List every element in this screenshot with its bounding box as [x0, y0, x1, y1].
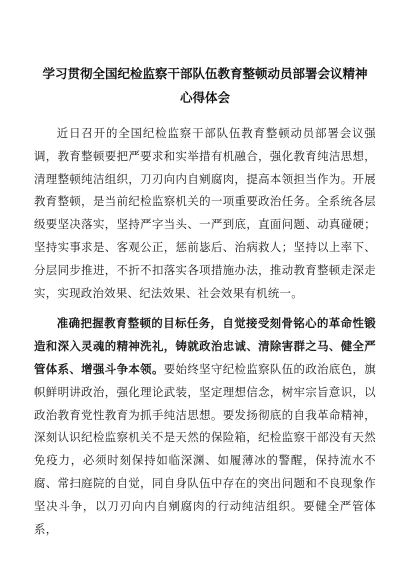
document-title — [34, 62, 376, 110]
paragraph-1: 近日召开的全国纪检监察干部队伍教育整顿动员部署会议强调，教育整顿要把严要求和实举措有机融合，强化教育纯洁思想，清理整顿纯洁组织，刀刃向内自剜腐肉，提高本领担当作为。开展教育整顿，是当前纪检监察机关的一项重要政治任务。全系统各层级要坚决落实，坚持严字当头、一严到底，直面问题、动真碰硬；坚持实事求是、客观公正，惩前毖后、治病救人；坚持以上率下、分层同步推进，不折不扣落实各项措施办法，推动教育整顿走深走实，实现政治效果、纪法效果、社会效果有机统一。 — [34, 126, 376, 300]
paragraph-2-body: 要始终坚守纪检监察队伍的政治底色，旗帜鲜明讲政治，强化理论武装，坚定理想信念，树牢宗旨意识，以政治教育党性教育为抓手纯洁思想。要发扬彻底的自我革命精神，深刻认识纪检监察机关不是天然的保险箱，纪检监察干部没有天然免疫力，必须时刻保持如临深渊、如履薄冰的警醒，保持流水不腐、常扫庭院的自觉，同自身队伍中存在的突出问题和不良现象作坚决斗争，以刀刃向内自剜腐肉的行动纯洁组织。要健全严管体系， — [34, 361, 376, 536]
paragraph-2 — [34, 312, 376, 540]
title-line-2: 心得体会 — [179, 90, 230, 105]
title-line-1: 学习贯彻全国纪检监察干部队伍教育整顿动员部署会议精神 — [42, 66, 368, 81]
paragraph-2-lead: 准确把握教育整顿的目标任务，自觉接受刻骨铭心的革命性锻造和深入灵魂的精神洗礼，铸就政治忠诚、清除害群之马、健全严管体系、增强斗争本领。 — [34, 316, 376, 376]
